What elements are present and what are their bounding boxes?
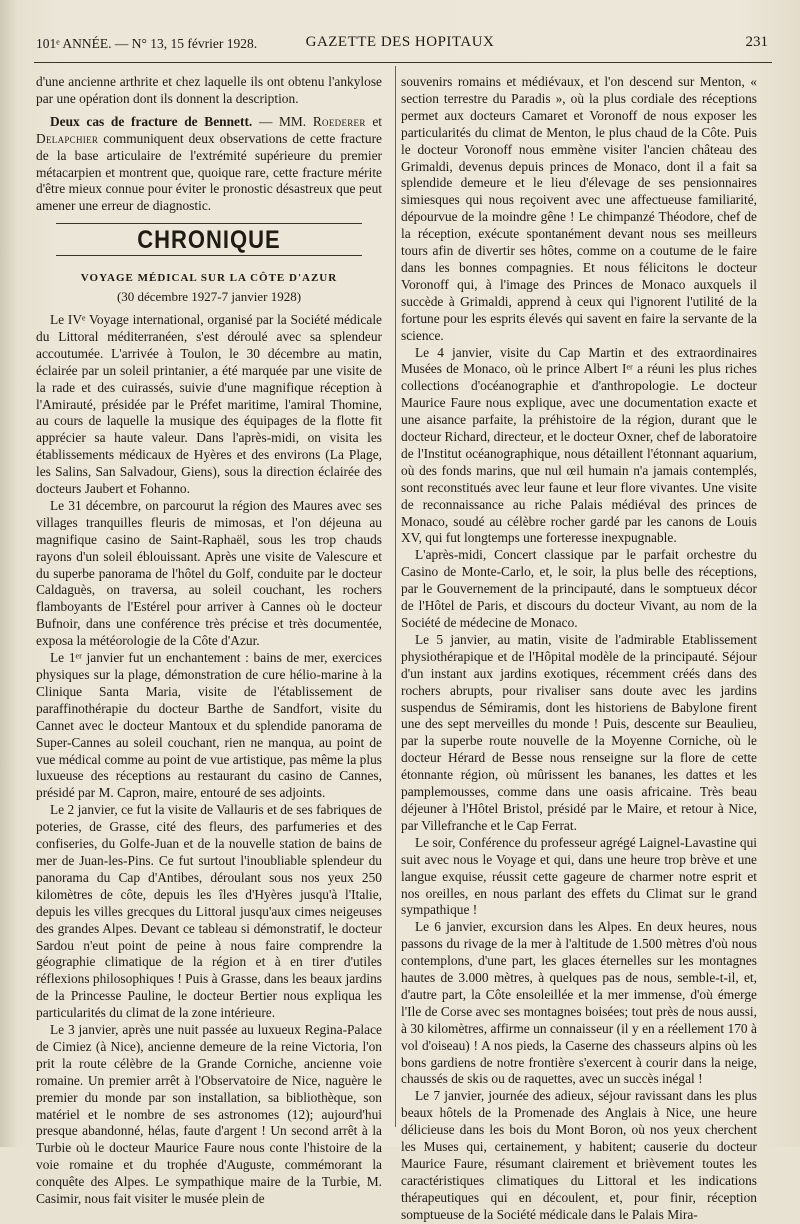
article-paragraph: Le 31 décembre, on parcourut la région des Maures avec ses villages tranquilles fleuris de mimosas, et l'on déjeuna au magnifique casino de Saint-Raphaël, sous les trop chauds rayons d'un soleil éblouissant. Après une visite de Valescure et du superbe panorama de l'hôtel du Golf, conduite par le docteur Caldaguès, on traversa, au soleil couchant, les rochers flamboyants de l'Estérel pour arriver à Cannes où le docteur Bufnoir, dans une conférence très précise et très documentée, exposa la météorologie de la Côte d'Azur. xyxy=(36,497,382,649)
header-divider xyxy=(34,62,772,63)
section-title: CHRONIQUE xyxy=(137,225,281,254)
article-title: VOYAGE MÉDICAL SUR LA CÔTE D'AZUR xyxy=(80,272,338,285)
page-header xyxy=(28,30,772,58)
intro-paragraph: d'une ancienne arthrite et chez laquelle ils ont obtenu l'ankylose par une opération dont ils donnent la description. xyxy=(36,74,382,106)
page-number: 231 xyxy=(745,34,768,50)
issue-info: 101ᵉ ANNÉE. — N° 13, 15 février 1928. xyxy=(36,36,258,51)
article-paragraph: Le 4 janvier, visite du Cap Martin et des extraordinaires Musées de Monaco, où le prince Albert Iᵉʳ a réuni les plus riches collections d'océanographie et d'anthropologie. Le docteur Maurice Faure nous explique, avec une documentation exacte et une aisance parfaite, la préhistoire de la région, durant que le docteur Richard, directeur, et le docteur Oxner, chef de laboratoire de l'Institut océanographique, nous détaillent l'étonnant aquarium, où des fonds marins, que nul œil humain n'a jamais contemplés, sont reconstitués avec leur faune et leur flore vivantes. Une visite de reconnaissance au riche Palais médiéval des princes de Monaco, soudé au célèbre rocher gardé par les canons de Louis XV, qui fut longtemps une forteresse inexpugnable. xyxy=(401,344,757,546)
section-rule-bottom xyxy=(56,255,362,256)
article-paragraph: Le IVᵉ Voyage international, organisé par la Société médicale du Littoral méditerranéen, s'est déroulé avec sa splendeur accoutumée. L'arrivée à Toulon, le 30 décembre au matin, éclairée par un soleil printanier, a été marquée par une visite de la rade et des cuirassés, suivie d'une magnifique réception à l'Amirauté, présidée par le Préfet maritime, l'amiral Thomine, au cours de laquelle la musique des équipages de la flotte fit apprécier sa haute valeur. Dans l'après-midi, on visita les établissements médicaux de Hyères et des environs (La Plage, les Salins, San Salvadour, Giens), sous la direction éclairée des docteurs Jaubert et Fohanno. xyxy=(36,311,382,497)
bennett-text: communiquent deux observations de cette fracture de la base articulaire de l'extrémité supérieure du premier métacarpien et montrent que, quoique rare, cette fracture mérite d'être mieux connue pour éviter le pronostic désastreux que peut amener une erreur de diagnostic. xyxy=(36,130,382,214)
bennett-and: et xyxy=(365,113,382,129)
bennett-author-1: Roederer xyxy=(312,113,366,129)
article-paragraph: souvenirs romains et médiévaux, et l'on descend sur Menton, « section terrestre du Paradis », où la plus cordiale des réceptions permet aux docteurs Camaret et Voronoff de nous exposer les particularités du climat de Menton, le plus chaud de la Côte. Puis le docteur Voronoff nous emmène visiter l'ancien château des Grimaldi, devenus depuis princes de Monaco, dont il a fait sa splendide demeure et le lieu d'élevage de ses pensionnaires simiesques qui nous reçoivent avec une affectueuse familiarité, dépourvue de la moindre gêne ! Le chimpanzé Théodore, chef de la réception, exécute spontanément devant nous ses meilleurs tours afin de divertir ses hôtes, comme on a coutume de le faire dans les bonnes compagnies. Et nous félicitons le docteur Voronoff qui, à l'image des Princes de Monaco auxquels il succède à Grimaldi, apprend à ceux qui l'ignorent l'utilité de la fortune pour les esprits élevés qui savent en faire la servante de la science. xyxy=(401,74,757,343)
article-paragraph: Le 3 janvier, après une nuit passée au luxueux Regina-Palace de Cimiez (à Nice), ancienne demeure de la reine Victoria, l'on prit la route célèbre de la Grande Corniche, ancienne voie romaine. Un premier arrêt à l'Observatoire de Nice, naguère le premier du monde par son installation, sa bibliothèque, son matériel et le nombre de ses astronomes (12); aujourd'hui presque abandonné, hélas, faute d'argent ! Un second arrêt à la Turbie où le docteur Maurice Faure nous conte l'histoire de la voie romaine et du trophée d'Auguste, commémorant la conquête des Alpes. Le sympathique maire de la Turbie, M. Casimir, nous fait visiter le musée plein de xyxy=(36,1022,382,1207)
left-column xyxy=(36,74,382,1207)
article-dates: (30 décembre 1927-7 janvier 1928) xyxy=(116,289,302,305)
article-paragraph: L'après-midi, Concert classique par le parfait orchestre du Casino de Monte-Carlo, et, le soir, la plus belle des réceptions, par le Gouvernement de la principauté, dans le somptueux décor de l'Hôtel de Paris, et discours du docteur Vivant, au nom de la Société de médecine de Monaco. xyxy=(401,547,757,630)
bennett-author-2: Delapchier xyxy=(36,130,99,146)
article-paragraph: Le 6 janvier, excursion dans les Alpes. En deux heures, nous passons du rivage de la mer à l'altitude de 1.500 mètres d'où nous contemplons, d'une part, les glaces éternelles sur les montagnes hautes de 3.000 mètres, à quelques pas de nous, semble-t-il, et, d'autre part, la Côte ensoleillée et la mer immense, d'où émerge l'Ile de Corse avec ses montagnes boisées; tout près de nous aussi, à 30 kilomètres, affirme un connaisseur (il y en a réellement 170 à vol d'oiseau) ! A nos pieds, la Caserne des chasseurs alpins où les bons gardiens de notre frontière s'exercent à courir dans la neige, chaussés de skis ou de raquettes, avec un succès inégal ! xyxy=(401,919,757,1087)
bennett-paragraph xyxy=(36,114,382,215)
bennett-authors-prefix: — MM. xyxy=(252,113,313,129)
article-paragraph: Le 2 janvier, ce fut la visite de Vallauris et de ses fabriques de poteries, de Grasse, cité des fleurs, des parfumeries et des confiseries, du Golfe-Juan et de la nouvelle station de bains de mer de Juan-les-Pins. Ce fut surtout l'inoubliable splendeur du panorama du Cap d'Antibes, déroulant sous nos yeux 250 kilomètres de côte, depuis les îles d'Hyères jusqu'à l'Italie, depuis les villes grecques du Littoral jusqu'aux cimes neigeuses des grandes Alpes. Devant ce tableau si démonstratif, le docteur Sardou n'eut point de peine à nous faire comprendre la géographie climatique de la région et à en tirer d'utiles réflexions philosophiques ! Puis à Grasse, dans les beaux jardins de la Princesse Pauline, le docteur Bertier nous expliqua les particularités du climat de la zone intérieure. xyxy=(36,802,382,1021)
publication-title: GAZETTE DES HOPITAUX xyxy=(305,34,495,50)
bennett-heading: Deux cas de fracture de Bennett. xyxy=(50,113,253,129)
right-column xyxy=(401,74,757,1222)
article-paragraph: Le 7 janvier, journée des adieux, séjour ravissant dans les plus beaux hôtels de la Promenade des Anglais à Nice, une heure délicieuse dans les bois du Mont Boron, où nos yeux cherchent les Muses qui, certainement, y habitent; causerie du docteur Maurice Faure, résumant clairement et brièvement toutes les caractéristiques climatiques du Littoral et les indications thérapeutiques qui en découlent, et, pour finir, réception somptueuse de la Société médicale dans le Palais Mira- xyxy=(401,1088,757,1222)
article-paragraph: Le 1ᵉʳ janvier fut un enchantement : bains de mer, exercices physiques sur la plage, démonstration de cure hélio-marine à la Clinique Santa Maria, visite de l'établissement de paraffinothérapie du docteur Barthe de Sandfort, visite du Cannet avec le docteur Mantoux et du splendide panorama de Super-Cannes au soleil couchant, rien ne manqua, au point de vue médical comme au point de vue artistique, pas même la plus luxueuse des réceptions au restaurant du casino de Cannes, présidé par M. Capron, maire, entouré de ses adjoints. xyxy=(36,650,382,801)
article-paragraph: Le soir, Conférence du professeur agrégé Laignel-Lavastine qui suit avec nous le Voyage et qui, dans une heure trop brève et une langue exquise, réussit cette gageure de charmer notre esprit et nos oreilles, en nous parlant des effets du Climat sur le grand sympathique ! xyxy=(401,834,757,918)
article-paragraph: Le 5 janvier, au matin, visite de l'admirable Etablissement physiothérapique et de l'Hôpital modèle de la principauté. Séjour d'un instant aux jardins exotiques, récemment créés dans des rochers abrupts, pour rivaliser sans doute avec les jardins suspendus de Sémiramis, dont les historiens de Babylone firent une des sept merveilles du monde ! Puis, descente sur Beaulieu, par la superbe route nouvelle de la Moyenne Corniche, où le docteur Hérard de Besse nous renseigne sur la flore de cette étonnante région, où mûrissent les bananes, les dattes et les pamplemousses, comme dans une oasis africaine. Très beau déjeuner à l'Hôtel Bristol, présidé par le Maire, et retour à Nice, par Villefranche et le Cap Ferrat. xyxy=(401,631,757,833)
column-divider xyxy=(395,66,396,1127)
